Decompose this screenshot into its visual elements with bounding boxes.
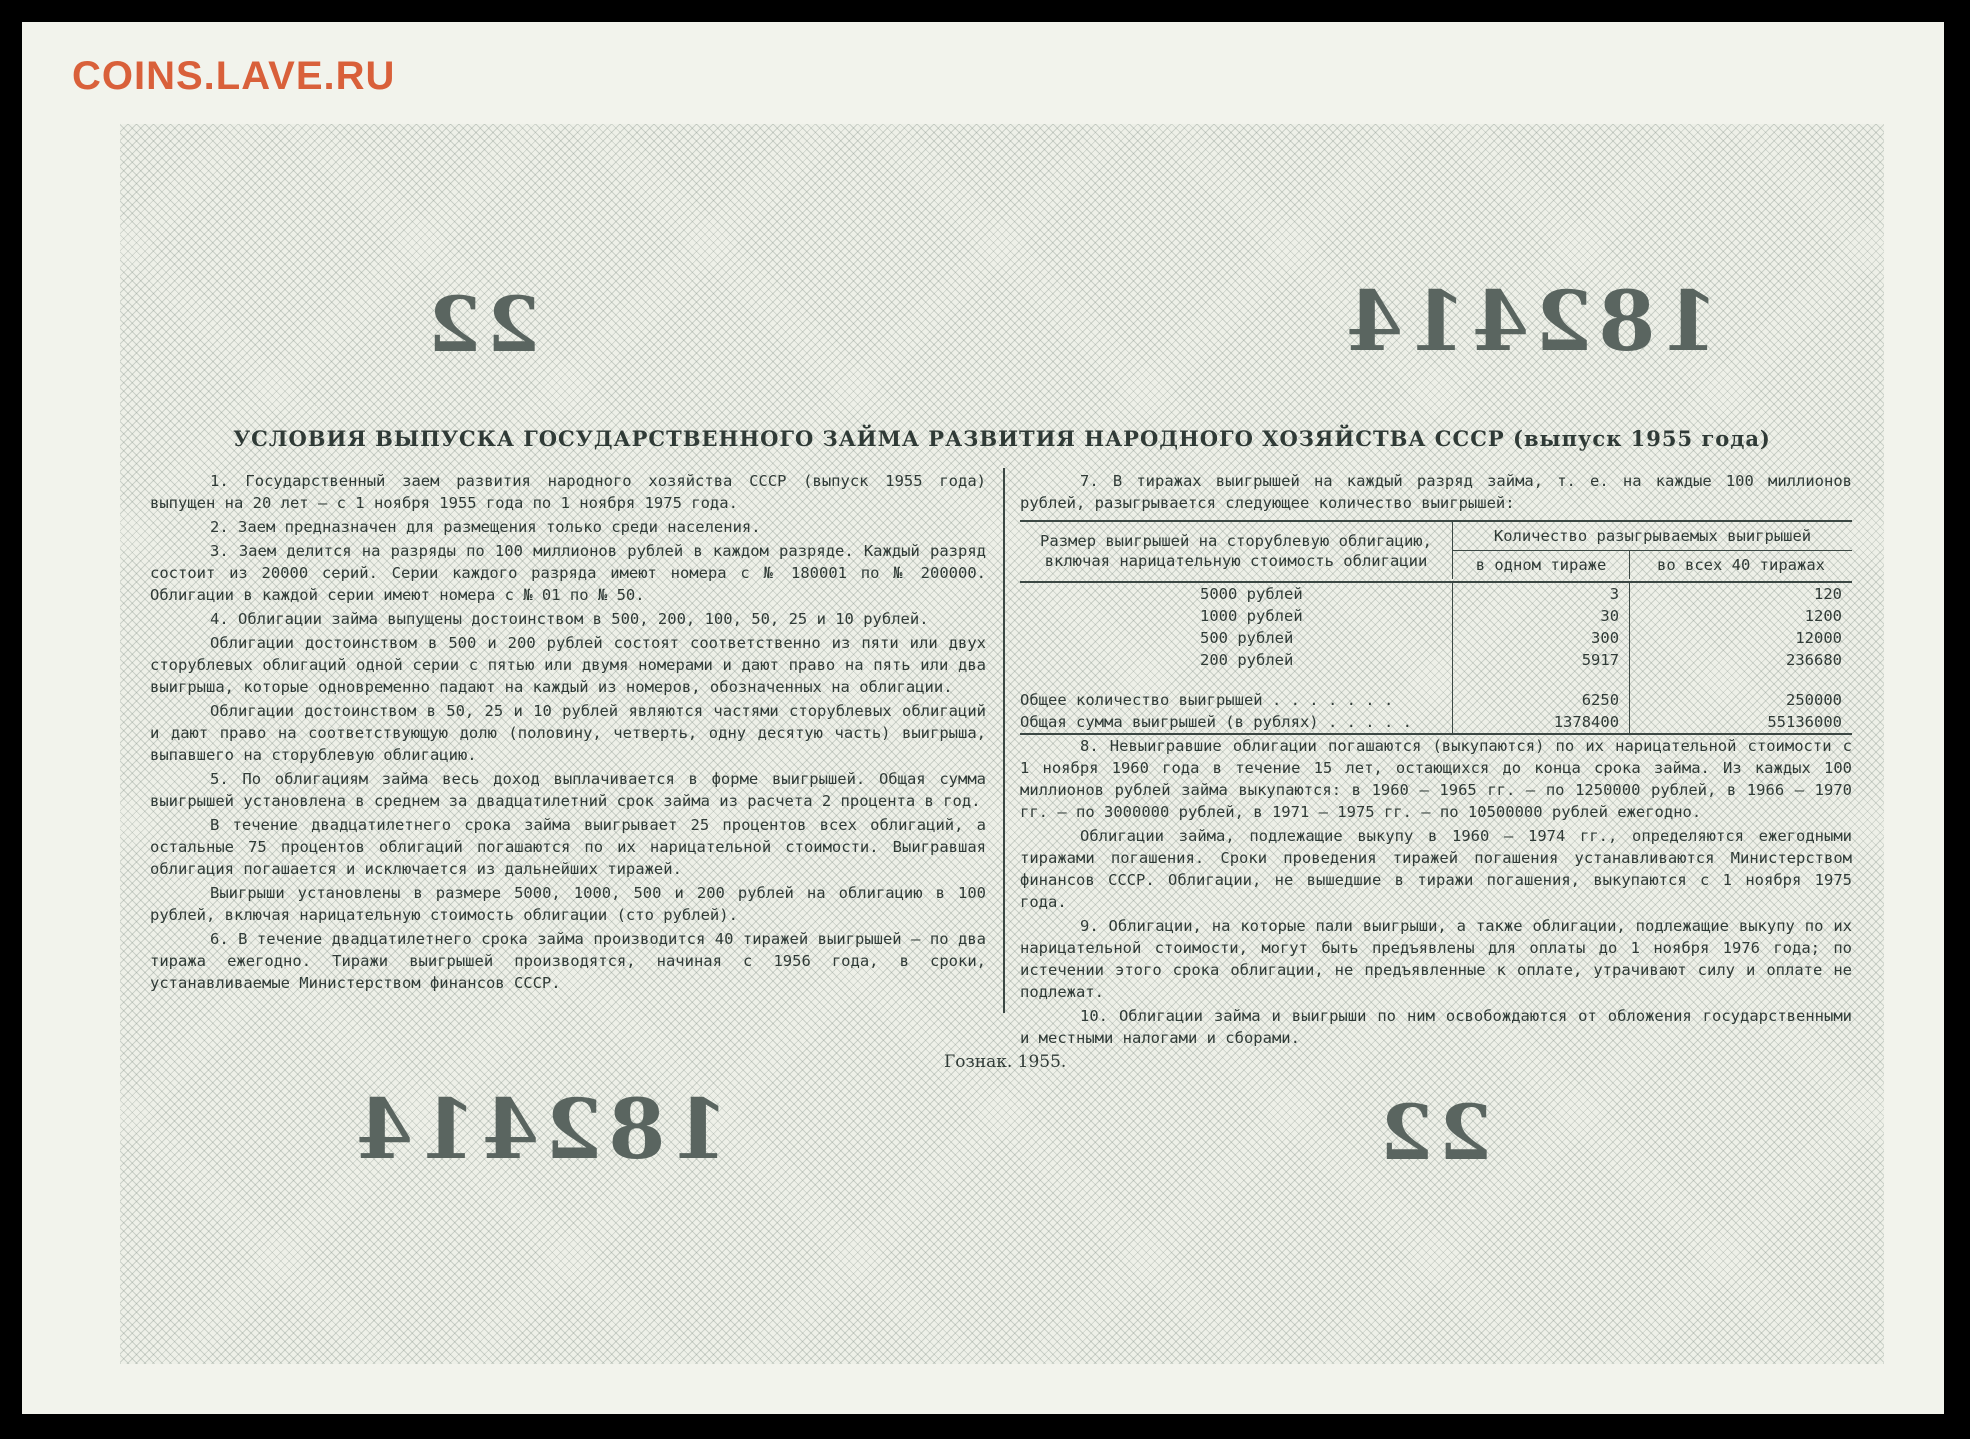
- bond-paper: [22, 22, 1944, 1414]
- bond-number-bottom: 182414: [350, 1082, 729, 1178]
- table-header-one-draw: в одном тираже: [1453, 551, 1630, 580]
- paragraph: 2. Заем предназначен для размещения только среди населения.: [210, 518, 761, 536]
- table-header-all-draws: во всех 40 тиражах: [1630, 551, 1852, 580]
- conditions-title: [172, 426, 1832, 451]
- paragraph: 10. Облигации займа и выигрыши по ним освобождаются от обложения государственными и местными налогами и сборами.: [1020, 1007, 1852, 1047]
- right-column: [1020, 470, 1852, 1051]
- column-divider: [1003, 468, 1005, 1013]
- prize-all: 12000: [1630, 627, 1852, 649]
- prize-all: 1200: [1630, 605, 1852, 627]
- printer-mark: Гознак. 1955.: [944, 1052, 1067, 1072]
- prize-label: 5000 рублей: [1200, 585, 1303, 603]
- paragraph: 4. Облигации займа выпущены достоинством в 500, 200, 100, 50, 25 и 10 рублей.: [210, 610, 929, 628]
- prize-one: 3: [1453, 582, 1630, 605]
- site-watermark: COINS.LAVE.RU: [72, 54, 396, 98]
- total-sum-one: 1378400: [1453, 711, 1630, 734]
- table-header-prize-size: Размер выигрышей на сторублевую облигацию, включая нарицательную стоимость облигации: [1020, 521, 1453, 579]
- paragraph: Облигации займа, подлежащие выкупу в 1960 — 1974 гг., определяются ежегодными тиражами погашения. Сроки проведения тиражей погашения устанавливаются Министерством финансов СССР. Облигации, не вышедшие в тиражи погашения, выкупаются с 1 ноября 1975 года.: [1020, 827, 1852, 911]
- paragraph: 1. Государственный заем развития народного хозяйства СССР (выпуск 1955 года) выпущен на 20 лет — с 1 ноября 1955 года по 1 ноября 1975 года.: [150, 472, 986, 512]
- prize-label: 500 рублей: [1200, 629, 1294, 647]
- bond-number-top: 182414: [1340, 274, 1719, 370]
- series-number-bottom: 22: [1374, 1088, 1492, 1177]
- title-suffix: (выпуск 1955 года): [1504, 426, 1771, 451]
- paragraph: 7. В тиражах выигрышей на каждый разряд займа, т. е. на каждые 100 миллионов рублей, разыгрывается следующее количество выигрышей:: [1020, 472, 1852, 512]
- table-header-quantity: Количество разыгрываемых выигрышей: [1453, 521, 1853, 551]
- total-count-label: Общее количество выигрышей . . . . . . .: [1020, 691, 1394, 709]
- title-main: УСЛОВИЯ ВЫПУСКА ГОСУДАРСТВЕННОГО ЗАЙМА РАЗВИТИЯ НАРОДНОГО ХОЗЯЙСТВА СССР: [233, 426, 1505, 451]
- prize-label: 200 рублей: [1200, 651, 1294, 669]
- prize-all: 236680: [1630, 649, 1852, 671]
- total-count-all: 250000: [1630, 689, 1852, 711]
- paragraph: В течение двадцатилетнего срока займа выигрывает 25 процентов всех облигаций, а остальные 75 процентов облигаций погашаются по их нарицательной стоимости. Выигравшая облигация погашается и исключается из дальнейших тиражей.: [150, 816, 986, 878]
- prize-table: [1020, 520, 1852, 735]
- left-column: [150, 470, 986, 996]
- paragraph: Облигации достоинством в 50, 25 и 10 рублей являются частями сторублевых облигаций и дают право на соответствующую долю (половину, четверть, одну десятую часть) выигрыша, выпавшего на сторублевую облигацию.: [150, 702, 986, 764]
- paragraph: Выигрыши установлены в размере 5000, 1000, 500 и 200 рублей на облигацию в 100 рублей, включая нарицательную стоимость облигации (сто рублей).: [150, 884, 986, 924]
- paragraph: 3. Заем делится на разряды по 100 миллионов рублей в каждом разряде. Каждый разряд состоит из 20000 серий. Серии каждого разряда имеют номера с № 180001 по № 200000. Облигации в каждой серии имеют номера с № 01 по № 50.: [150, 542, 986, 604]
- total-sum-label: Общая сумма выигрышей (в рублях) . . . . .: [1020, 713, 1412, 731]
- paragraph: 8. Невыигравшие облигации погашаются (выкупаются) по их нарицательной стоимости с 1 ноября 1960 года в течение 15 лет, остающихся до конца срока займа. Из каждых 100 миллионов рублей займа выкупаются: в 1960 — 1965 гг. — по 1250000 рублей, в 1966 — 1970 гг. — по 3000000 рублей, в 1971 — 1975 гг. — по 10500000 рублей ежегодно.: [1020, 737, 1852, 821]
- prize-one: 5917: [1453, 649, 1630, 671]
- series-number-top: 22: [422, 280, 540, 369]
- total-sum-all: 55136000: [1630, 711, 1852, 734]
- prize-one: 300: [1453, 627, 1630, 649]
- prize-all: 120: [1630, 582, 1852, 605]
- prize-label: 1000 рублей: [1200, 607, 1303, 625]
- prize-one: 30: [1453, 605, 1630, 627]
- paragraph: 5. По облигациям займа весь доход выплачивается в форме выигрышей. Общая сумма выигрышей установлена в среднем за двадцатилетний срок займа из расчета 2 процента в год.: [150, 770, 986, 810]
- total-count-one: 6250: [1453, 689, 1630, 711]
- paragraph: 6. В течение двадцатилетнего срока займа производится 40 тиражей выигрышей — по два тиража ежегодно. Тиражи выигрышей производятся, начиная с 1956 года, в сроки, устанавливаемые Министерством финансов СССР.: [150, 930, 986, 992]
- paragraph: Облигации достоинством в 500 и 200 рублей состоят соответственно из пяти или двух сторублевых облигаций одной серии с пятью или двумя номерами и дают право на пять или два выигрыша, которые одновременно падают на каждый из номеров, обозначенных на облигации.: [150, 634, 986, 696]
- paragraph: 9. Облигации, на которые пали выигрыши, а также облигации, подлежащие выкупу по их нарицательной стоимости, могут быть предъявлены для оплаты до 1 ноября 1976 года; по истечении этого срока облигации, не предъявленные к оплате, утрачивают силу и оплате не подлежат.: [1020, 917, 1852, 1001]
